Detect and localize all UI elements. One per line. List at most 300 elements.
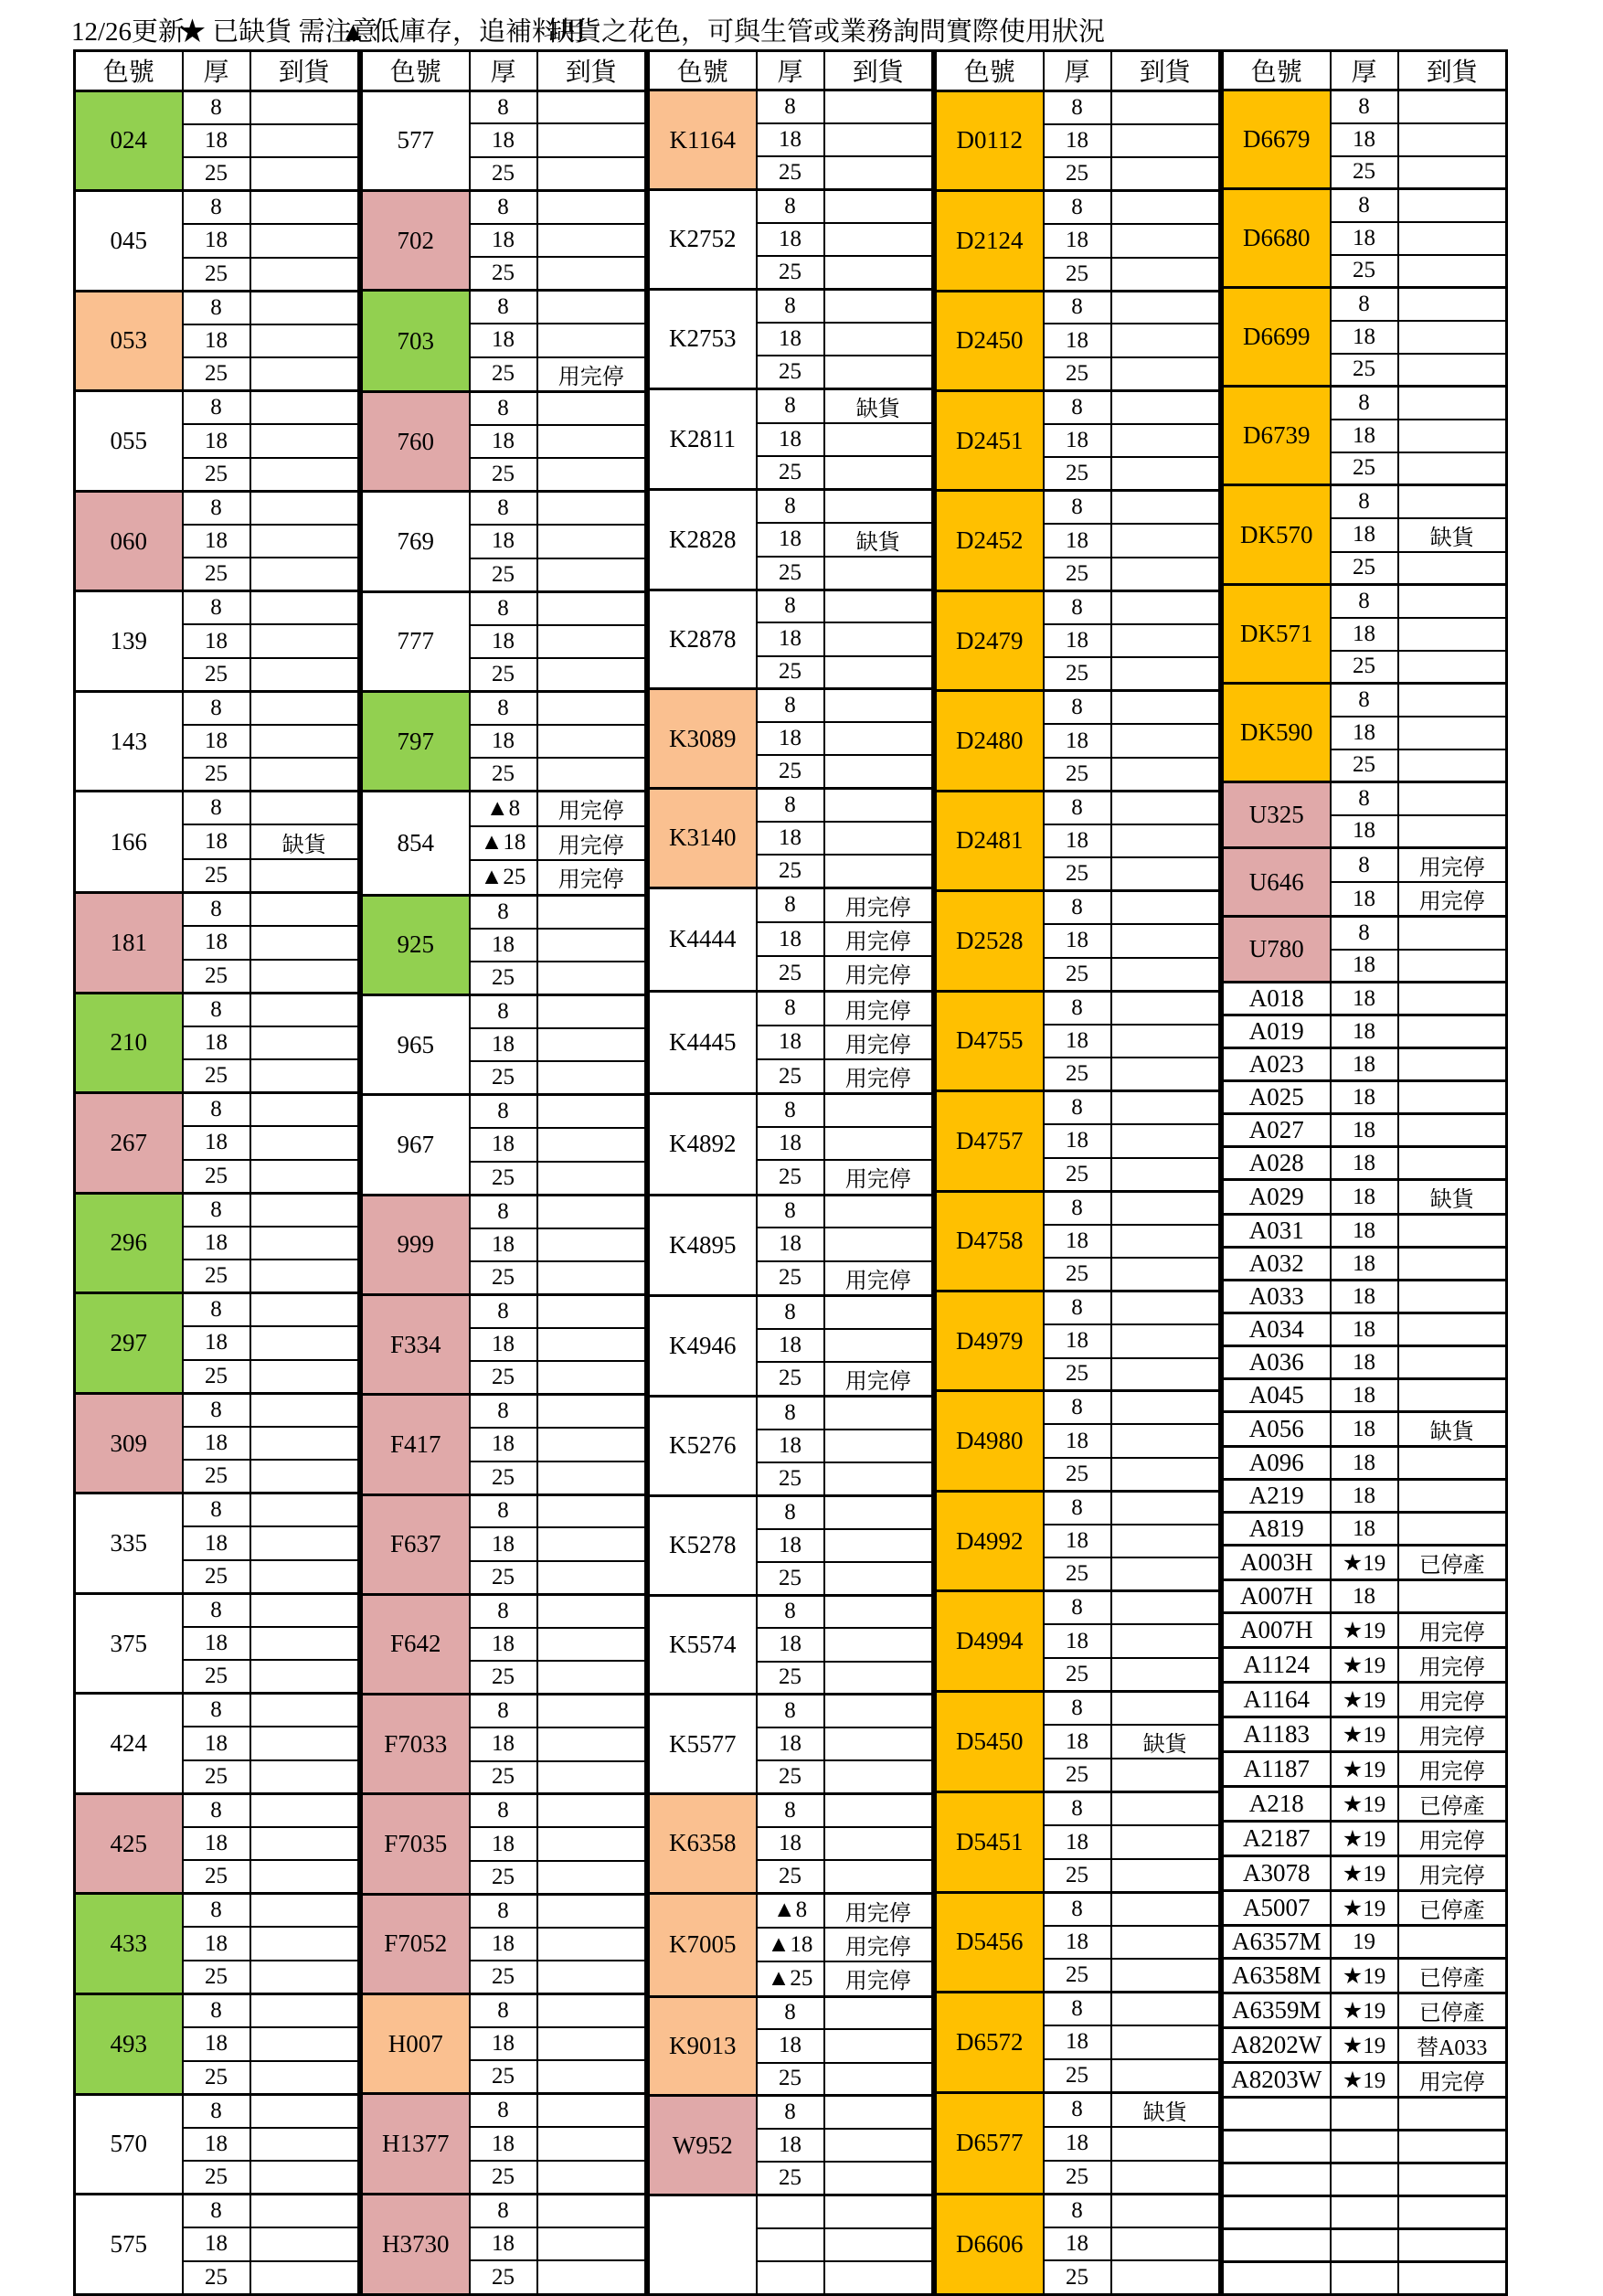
code-cell[interactable]: H3730 [362,2194,470,2294]
thickness-cell[interactable]: ★19 [1331,1546,1398,1580]
code-cell[interactable]: D4757 [936,1091,1044,1191]
thickness-cell[interactable]: 25 [470,1162,537,1195]
thickness-cell[interactable]: 25 [1331,452,1398,485]
arrival-cell[interactable] [1111,2260,1220,2294]
arrival-cell[interactable] [250,1160,359,1194]
arrival-cell[interactable] [250,2261,359,2295]
code-cell[interactable]: 925 [362,895,470,994]
code-cell[interactable] [1223,2229,1331,2262]
thickness-cell[interactable]: 18 [1331,1379,1398,1412]
thickness-cell[interactable]: ▲8 [757,1893,824,1928]
arrival-cell[interactable] [250,792,359,825]
arrival-cell[interactable] [1398,321,1507,354]
thickness-cell[interactable]: 8 [757,1996,824,2029]
thickness-cell[interactable]: 25 [757,1362,824,1397]
arrival-cell[interactable] [1111,991,1220,1024]
thickness-cell[interactable]: 25 [183,2061,250,2095]
arrival-cell[interactable] [1111,1993,1220,2025]
thickness-cell[interactable]: 18 [1044,2025,1111,2058]
thickness-cell[interactable]: 8 [1331,684,1398,717]
thickness-cell[interactable]: 18 [1044,1525,1111,1557]
thickness-cell[interactable]: 8 [1331,189,1398,222]
arrival-cell[interactable] [1111,157,1220,190]
thickness-cell[interactable]: 8 [1044,1691,1111,1724]
code-cell[interactable]: A219 [1223,1480,1331,1513]
thickness-cell[interactable]: 25 [757,755,824,788]
arrival-cell[interactable]: 用完停 [824,922,933,956]
arrival-cell[interactable] [1111,2127,1220,2160]
code-cell[interactable]: 053 [75,291,183,391]
thickness-cell[interactable]: 18 [1331,420,1398,452]
code-cell[interactable]: A025 [1223,1081,1331,1114]
thickness-cell[interactable]: 8 [1044,991,1111,1024]
thickness-cell[interactable]: 8 [183,1793,250,1827]
arrival-cell[interactable] [1111,424,1220,457]
arrival-cell[interactable] [1111,1458,1220,1491]
thickness-cell[interactable]: 25 [183,960,250,994]
thickness-cell[interactable]: 25 [757,1760,824,1793]
thickness-cell[interactable]: 25 [1044,1959,1111,1992]
thickness-cell[interactable]: 18 [1331,1313,1398,1346]
thickness-cell[interactable]: 18 [1044,2227,1111,2260]
thickness-cell[interactable]: 18 [470,1727,537,1760]
arrival-cell[interactable] [250,1627,359,1661]
thickness-cell[interactable]: 8 [1331,585,1398,618]
thickness-cell[interactable]: 18 [1044,924,1111,957]
arrival-cell[interactable] [1111,291,1220,324]
thickness-cell[interactable]: 8 [183,1593,250,1627]
arrival-cell[interactable] [250,1093,359,1127]
header-arrival[interactable]: 到貨 [1398,51,1507,90]
thickness-cell[interactable]: 18 [757,1228,824,1260]
header-thickness[interactable]: 厚 [757,51,824,90]
arrival-cell[interactable]: 缺貨 [1398,518,1507,552]
thickness-cell[interactable]: 25 [183,157,250,191]
code-cell[interactable]: F637 [362,1494,470,1594]
arrival-cell[interactable] [1111,1091,1220,1124]
arrival-cell[interactable] [1398,156,1507,189]
thickness-cell[interactable]: 18 [1044,324,1111,356]
code-cell[interactable]: 493 [75,1994,183,2095]
code-cell[interactable]: 433 [75,1894,183,1994]
arrival-cell[interactable]: 用完停 [824,956,933,991]
arrival-cell[interactable] [824,1462,933,1495]
thickness-cell[interactable]: 25 [1044,2059,1111,2092]
code-cell[interactable]: D6577 [936,2092,1044,2194]
code-cell[interactable]: U780 [1223,917,1331,983]
arrival-cell[interactable] [1111,1959,1220,1992]
arrival-cell[interactable]: 用完停 [824,888,933,922]
arrival-cell[interactable]: 用完停 [1398,882,1507,917]
thickness-cell[interactable] [1331,2229,1398,2262]
arrival-cell[interactable] [250,960,359,994]
thickness-cell[interactable]: 18 [1331,1513,1398,1546]
thickness-cell[interactable]: 8 [757,1595,824,1628]
arrival-cell[interactable] [824,2228,933,2261]
arrival-cell[interactable] [1111,491,1220,524]
thickness-cell[interactable]: ★19 [1331,1752,1398,1787]
thickness-cell[interactable]: 18 [1044,1725,1111,1759]
thickness-cell[interactable]: 8 [1331,90,1398,123]
arrival-cell[interactable] [1398,2229,1507,2262]
code-cell[interactable]: D6606 [936,2194,1044,2294]
thickness-cell[interactable]: 18 [1331,815,1398,848]
thickness-cell[interactable]: 8 [757,2096,824,2129]
arrival-cell[interactable] [537,1794,646,1827]
thickness-cell[interactable]: 18 [183,1026,250,1060]
arrival-cell[interactable] [250,1961,359,1994]
code-cell[interactable] [1223,2196,1331,2229]
arrival-cell[interactable] [1398,288,1507,321]
header-code[interactable]: 色號 [362,51,470,91]
thickness-cell[interactable]: ★19 [1331,1822,1398,1856]
thickness-cell[interactable]: 8 [1331,917,1398,950]
thickness-cell[interactable]: 25 [1044,1859,1111,1892]
thickness-cell[interactable]: 25 [1331,552,1398,585]
thickness-cell[interactable]: 8 [1044,691,1111,724]
arrival-cell[interactable] [824,622,933,655]
thickness-cell[interactable]: 18 [1331,1147,1398,1180]
code-cell[interactable]: K5276 [649,1397,757,1496]
thickness-cell[interactable]: 25 [1044,457,1111,490]
thickness-cell[interactable]: 18 [470,929,537,962]
arrival-cell[interactable] [537,625,646,658]
arrival-cell[interactable] [537,1661,646,1694]
arrival-cell[interactable] [537,1162,646,1195]
arrival-cell[interactable] [250,157,359,191]
thickness-cell[interactable]: 25 [183,1961,250,1994]
code-cell[interactable]: A034 [1223,1313,1331,1346]
arrival-cell[interactable] [1111,1391,1220,1424]
code-cell[interactable]: D2528 [936,891,1044,991]
thickness-cell[interactable]: 8 [183,1894,250,1928]
thickness-cell[interactable]: 18 [183,2027,250,2061]
code-cell[interactable]: F7052 [362,1894,470,1993]
arrival-cell[interactable] [1111,1258,1220,1291]
code-cell[interactable]: H1377 [362,2094,470,2194]
arrival-cell[interactable] [537,691,646,724]
code-cell[interactable]: K4946 [649,1295,757,1396]
code-cell[interactable]: 575 [75,2195,183,2295]
code-cell[interactable]: 166 [75,792,183,893]
arrival-cell[interactable] [1111,1292,1220,1324]
code-cell[interactable]: 965 [362,994,470,1094]
arrival-cell[interactable] [537,492,646,525]
thickness-cell[interactable]: 18 [757,822,824,855]
code-cell[interactable]: 425 [75,1793,183,1894]
arrival-cell[interactable] [1398,255,1507,288]
thickness-cell[interactable]: 25 [757,1261,824,1296]
arrival-cell[interactable] [1398,1114,1507,1147]
thickness-cell[interactable]: 18 [757,1727,824,1760]
arrival-cell[interactable] [250,2061,359,2095]
thickness-cell[interactable]: 25 [183,2261,250,2295]
arrival-cell[interactable] [537,224,646,257]
thickness-cell[interactable]: 18 [470,2027,537,2060]
arrival-cell[interactable] [824,1562,933,1595]
arrival-cell[interactable] [1111,1557,1220,1590]
code-cell[interactable]: 577 [362,90,470,190]
arrival-cell[interactable] [250,758,359,792]
code-cell[interactable]: F417 [362,1395,470,1494]
arrival-cell[interactable] [1111,824,1220,857]
thickness-cell[interactable]: 18 [757,1430,824,1462]
thickness-cell[interactable]: 8 [1331,485,1398,518]
thickness-cell[interactable]: 8 [470,691,537,724]
thickness-cell[interactable]: 18 [470,525,537,558]
arrival-cell[interactable]: 用完停 [537,357,646,392]
thickness-cell[interactable]: ★19 [1331,1787,1398,1822]
arrival-cell[interactable] [537,458,646,491]
thickness-cell[interactable]: 25 [1044,357,1111,390]
arrival-cell[interactable] [250,525,359,558]
thickness-cell[interactable]: 8 [1331,848,1398,883]
arrival-cell[interactable] [250,124,359,158]
code-cell[interactable]: 777 [362,591,470,691]
thickness-cell[interactable]: 8 [470,591,537,624]
thickness-cell[interactable]: 8 [183,291,250,324]
code-cell[interactable]: A218 [1223,1787,1331,1822]
arrival-cell[interactable] [1111,724,1220,757]
thickness-cell[interactable]: ★19 [1331,1959,1398,1993]
thickness-cell[interactable]: 25 [183,1460,250,1493]
arrival-cell[interactable] [537,157,646,190]
thickness-cell[interactable]: 18 [1331,1215,1398,1248]
header-thickness[interactable]: 厚 [1331,51,1398,90]
thickness-cell[interactable]: 25 [183,859,250,893]
thickness-cell[interactable]: 18 [757,722,824,755]
header-thickness[interactable]: 厚 [1044,51,1111,91]
thickness-cell[interactable]: 25 [1044,857,1111,890]
thickness-cell[interactable]: 8 [183,90,250,124]
thickness-cell[interactable]: 25 [1331,255,1398,288]
code-cell[interactable]: 854 [362,792,470,895]
arrival-cell[interactable]: 用完停 [1398,1822,1507,1856]
thickness-cell[interactable]: 25 [757,256,824,289]
arrival-cell[interactable] [537,1827,646,1860]
arrival-cell[interactable] [250,1927,359,1961]
code-cell[interactable]: 760 [362,392,470,492]
thickness-cell[interactable]: 18 [470,725,537,758]
thickness-cell[interactable]: 25 [470,1462,537,1494]
arrival-cell[interactable] [250,1793,359,1827]
thickness-cell[interactable]: 18 [1044,824,1111,857]
arrival-cell[interactable]: 用完停 [1398,2063,1507,2098]
arrival-cell[interactable] [1398,387,1507,420]
arrival-cell[interactable] [537,1328,646,1361]
thickness-cell[interactable]: ★19 [1331,1891,1398,1926]
arrival-cell[interactable] [1398,1313,1507,1346]
arrival-cell[interactable] [250,2094,359,2128]
thickness-cell[interactable]: 18 [1044,1225,1111,1258]
thickness-cell[interactable]: 25 [1044,1058,1111,1090]
thickness-cell[interactable]: 8 [757,1195,824,1228]
thickness-cell[interactable]: 8 [1044,1391,1111,1424]
thickness-cell[interactable]: 8 [757,1295,824,1328]
code-cell[interactable]: 296 [75,1193,183,1293]
arrival-cell[interactable] [537,1861,646,1894]
arrival-cell[interactable] [1111,1792,1220,1825]
thickness-cell[interactable]: 8 [183,591,250,625]
thickness-cell[interactable]: 8 [470,1395,537,1428]
thickness-cell[interactable]: 18 [757,523,824,557]
arrival-cell[interactable] [537,591,646,624]
thickness-cell[interactable]: 8 [470,994,537,1027]
code-cell[interactable] [1223,2098,1331,2131]
arrival-cell[interactable] [824,456,933,489]
code-cell[interactable]: A032 [1223,1248,1331,1281]
thickness-cell[interactable]: 8 [183,2094,250,2128]
thickness-cell[interactable]: 8 [757,689,824,722]
arrival-cell[interactable] [1398,717,1507,749]
code-cell[interactable]: K2828 [649,489,757,590]
thickness-cell[interactable]: 18 [470,1428,537,1461]
thickness-cell[interactable]: 25 [757,2063,824,2096]
thickness-cell[interactable]: 8 [183,1193,250,1227]
arrival-cell[interactable]: 缺貨 [1398,1180,1507,1215]
thickness-cell[interactable]: 18 [757,223,824,256]
thickness-cell[interactable]: 8 [1044,390,1111,423]
code-cell[interactable]: A018 [1223,983,1331,1015]
code-cell[interactable]: A5007 [1223,1891,1331,1926]
arrival-cell[interactable] [537,758,646,791]
code-cell[interactable]: K2752 [649,190,757,290]
thickness-cell[interactable]: 8 [183,491,250,525]
arrival-cell[interactable]: 缺貨 [824,388,933,423]
arrival-cell[interactable] [824,1595,933,1628]
thickness-cell[interactable]: 8 [470,1594,537,1627]
thickness-cell[interactable]: 8 [470,90,537,123]
arrival-cell[interactable] [824,557,933,590]
thickness-cell[interactable]: 18 [470,324,537,356]
arrival-cell[interactable] [824,1295,933,1328]
code-cell[interactable]: DK571 [1223,585,1331,684]
code-cell[interactable]: 570 [75,2094,183,2195]
code-cell[interactable]: A036 [1223,1346,1331,1379]
code-cell[interactable]: D4980 [936,1391,1044,1491]
arrival-cell[interactable] [1111,1225,1220,1258]
arrival-cell[interactable] [1398,1379,1507,1412]
arrival-cell[interactable] [250,893,359,927]
thickness-cell[interactable]: 25 [183,357,250,391]
arrival-cell[interactable]: 用完停 [1398,1856,1507,1891]
thickness-cell[interactable]: 8 [470,392,537,425]
thickness-cell[interactable]: 8 [1044,1591,1111,1624]
arrival-cell[interactable] [824,722,933,755]
arrival-cell[interactable] [250,624,359,658]
arrival-cell[interactable] [824,1529,933,1562]
code-cell[interactable]: K3140 [649,789,757,888]
arrival-cell[interactable] [824,1695,933,1727]
arrival-cell[interactable] [824,1094,933,1127]
arrival-cell[interactable] [537,1594,646,1627]
arrival-cell[interactable]: 缺貨 [1398,1412,1507,1447]
code-cell[interactable]: D6679 [1223,90,1331,189]
arrival-cell[interactable] [1111,2227,1220,2260]
arrival-cell[interactable] [537,1561,646,1594]
arrival-cell[interactable] [537,929,646,962]
thickness-cell[interactable]: 25 [470,1561,537,1594]
arrival-cell[interactable] [537,1494,646,1527]
thickness-cell[interactable]: 18 [470,425,537,458]
code-cell[interactable]: 267 [75,1093,183,1194]
arrival-cell[interactable] [1398,1215,1507,1248]
arrival-cell[interactable] [1398,123,1507,156]
arrival-cell[interactable] [1111,90,1220,123]
arrival-cell[interactable]: 用完停 [537,792,646,826]
thickness-cell[interactable]: 18 [470,2227,537,2260]
thickness-cell[interactable] [1331,2196,1398,2229]
thickness-cell[interactable]: 18 [757,1127,824,1160]
thickness-cell[interactable] [1331,2131,1398,2163]
thickness-cell[interactable]: 25 [183,258,250,292]
thickness-cell[interactable]: 25 [470,1061,537,1094]
thickness-cell[interactable]: 8 [183,1393,250,1427]
arrival-cell[interactable] [250,1427,359,1461]
thickness-cell[interactable]: 8 [470,291,537,324]
thickness-cell[interactable]: 18 [470,1328,537,1361]
code-cell[interactable]: K7005 [649,1893,757,1996]
code-cell[interactable]: D4992 [936,1491,1044,1590]
arrival-cell[interactable] [1111,224,1220,257]
arrival-cell[interactable]: 用完停 [824,1160,933,1195]
thickness-cell[interactable]: 8 [470,2094,537,2127]
thickness-cell[interactable]: 18 [757,1529,824,1562]
arrival-cell[interactable] [1111,1892,1220,1925]
code-cell[interactable]: A8203W [1223,2063,1331,2098]
arrival-cell[interactable] [1398,1346,1507,1379]
arrival-cell[interactable] [1111,1191,1220,1224]
thickness-cell[interactable]: 8 [757,1495,824,1528]
code-cell[interactable]: A6357M [1223,1926,1331,1959]
code-cell[interactable]: A023 [1223,1048,1331,1081]
code-cell[interactable]: W952 [649,2096,757,2195]
thickness-cell[interactable]: 25 [470,962,537,994]
arrival-cell[interactable] [824,1127,933,1160]
thickness-cell[interactable]: ★19 [1331,1648,1398,1683]
arrival-cell[interactable] [250,2027,359,2061]
thickness-cell[interactable]: 25 [470,1361,537,1394]
arrival-cell[interactable] [250,1860,359,1894]
arrival-cell[interactable] [1398,189,1507,222]
thickness-cell[interactable]: 18 [1331,518,1398,552]
arrival-cell[interactable] [1398,983,1507,1015]
thickness-cell[interactable]: 8 [470,190,537,223]
code-cell[interactable]: A096 [1223,1447,1331,1480]
arrival-cell[interactable] [537,2027,646,2060]
thickness-cell[interactable]: 25 [757,656,824,689]
thickness-cell[interactable]: 25 [470,1761,537,1794]
arrival-cell[interactable] [537,1128,646,1161]
arrival-cell[interactable] [824,423,933,456]
thickness-cell[interactable]: 8 [1044,191,1111,224]
arrival-cell[interactable] [824,2129,933,2162]
thickness-cell[interactable] [757,2195,824,2228]
thickness-cell[interactable]: 18 [470,1527,537,1560]
code-cell[interactable]: K2811 [649,388,757,489]
arrival-cell[interactable] [537,2094,646,2127]
thickness-cell[interactable]: 8 [470,1494,537,1527]
thickness-cell[interactable]: 25 [183,1059,250,1093]
arrival-cell[interactable] [1111,1525,1220,1557]
thickness-cell[interactable]: 18 [470,1128,537,1161]
thickness-cell[interactable]: 25 [183,558,250,591]
arrival-cell[interactable]: 已停產 [1398,1546,1507,1580]
code-cell[interactable]: 967 [362,1095,470,1195]
arrival-cell[interactable] [250,1727,359,1760]
arrival-cell[interactable] [1111,558,1220,590]
arrival-cell[interactable]: 用完停 [824,1059,933,1094]
